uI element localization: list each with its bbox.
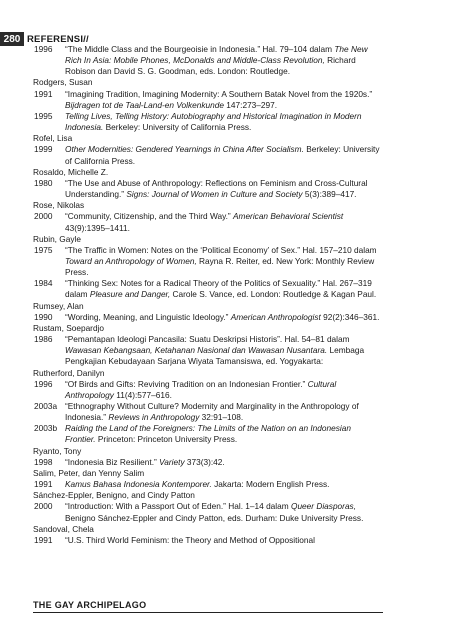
citation-title-italic: Other Modernities: Gendered Yearnings in China After Socialism. [65, 144, 304, 155]
reference-author: Rustam, Soepardjo [33, 322, 105, 333]
reference-citation [65, 89, 383, 111]
reference-author: Rofel, Lisa [33, 133, 73, 144]
citation-title-italic: Reviews in Anthropology [108, 412, 200, 423]
reference-author: Rumsey, Alan [33, 300, 84, 311]
citation-title-italic: Cultural Anthropology [65, 378, 337, 400]
reference-entry [33, 178, 383, 200]
citation-text: 32:91–108. [199, 412, 244, 423]
reference-year: 1990 [34, 311, 53, 322]
reference-entry [33, 245, 383, 278]
reference-year: 1980 [34, 177, 53, 188]
reference-author: Sandoval, Chela [33, 523, 94, 534]
reference-citation [65, 423, 383, 445]
citation-text: 43(9):1395–1411. [65, 222, 130, 233]
reference-author: Rose, Nikolas [33, 200, 85, 211]
reference-year: 1998 [34, 456, 53, 467]
reference-year: 1999 [34, 144, 53, 155]
footer-rule [33, 612, 383, 613]
citation-title-italic: Telling Lives, Telling History: Autobiography and Historical Imagination in Modern Indonesia. [65, 110, 362, 133]
book-title: THE GAY ARCHIPELAGO [33, 600, 147, 610]
reference-citation [65, 401, 383, 423]
citation-title-italic: Wawasan Kebangsaan, Ketahanan Nasional dan Wawasan Nusantara. [65, 345, 328, 356]
reference-author: Sánchez-Eppler, Benigno, and Cindy Patton [33, 490, 195, 501]
citation-title-italic: The New Rich In Asia: Mobile Phones, McDonalds and Middle-Class Revolution, [65, 44, 368, 66]
reference-entry [33, 111, 383, 133]
reference-entry [33, 535, 383, 546]
reference-entry [33, 479, 383, 490]
reference-citation [65, 379, 383, 401]
page-number: 280 [0, 32, 24, 46]
reference-citation [65, 334, 383, 367]
reference-citation [65, 245, 383, 278]
reference-author: Salim, Peter, dan Yenny Salim [33, 467, 145, 478]
reference-citation [65, 278, 383, 300]
reference-author: Ryanto, Tony [33, 445, 82, 456]
reference-citation [65, 457, 383, 468]
reference-entry [33, 211, 383, 233]
reference-year: 1991 [34, 88, 53, 99]
citation-title-italic: American Anthropologist [230, 311, 321, 322]
citation-title-italic: Pleasure and Danger, [89, 289, 171, 300]
reference-entry [33, 89, 383, 111]
citation-text: 373(3):42. [184, 456, 225, 467]
citation-text: Benigno Sánchez-Eppler and Cindy Patton, eds. Durham: Duke University Press. [65, 512, 364, 523]
reference-year: 2000 [34, 211, 53, 222]
citation-text: 147:273–297. [224, 99, 278, 110]
reference-list [33, 44, 383, 546]
citation-title-italic: Raiding the Land of the Foreigners: The Limits of the Nation on an Indonesian Frontier. [65, 423, 351, 445]
reference-author: Rutherford, Danilyn [33, 367, 105, 378]
citation-text: Rayna R. Reiter, ed. New York: Monthly Review Press. [65, 255, 375, 278]
reference-citation [65, 178, 383, 200]
reference-year: 1996 [34, 44, 53, 54]
reference-entry [33, 501, 383, 523]
reference-entry [33, 278, 383, 300]
reference-year: 1975 [34, 244, 53, 255]
reference-year: 1986 [34, 334, 53, 345]
citation-title-italic: Bijdragen tot de Taal-Land-en Volkenkunde [65, 99, 224, 110]
reference-entry [33, 44, 383, 77]
citation-text: Lembaga Pengkajian Kebudayaan Sarjana Wiyata Tamansiswa, ed. Yogyakarta: [65, 345, 365, 367]
citation-text: “The Middle Class and the Bourgeoisie in Indonesia.” Hal. 79–104 dalam [65, 44, 335, 54]
reference-year: 1996 [34, 378, 53, 389]
reference-entry [33, 379, 383, 401]
citation-text: 11(4):577–616. [113, 389, 172, 400]
reference-author: Rubin, Gayle [33, 233, 81, 244]
citation-text: Carole S. Vance, ed. London: Routledge & Kagan Paul. [170, 289, 377, 300]
citation-text: “Imagining Tradition, Imagining Modernity: A Southern Batak Novel from the 1920s.” [65, 88, 373, 99]
citation-title-italic: Signs: Journal of Women in Culture and Society [126, 189, 303, 200]
page-footer [33, 600, 383, 613]
reference-citation [65, 111, 383, 133]
citation-text: 5(3):389–417. [302, 189, 357, 200]
reference-year: 2003b [34, 423, 58, 434]
citation-text: 92(2):346–361. [320, 311, 380, 322]
citation-text: “The Use and Abuse of Anthropology: Reflections on Feminism and Cross-Cultural Understanding.” [65, 177, 368, 200]
citation-title-italic: Kamus Bahasa Indonesia Kontemporer. [65, 479, 212, 490]
citation-text: “Pemantapan Ideologi Pancasila: Suatu Deskripsi Historis”. Hal. 54–81 dalam [65, 334, 350, 345]
citation-title-italic: Queer Diasporas, [290, 501, 357, 512]
reference-citation [65, 312, 383, 323]
citation-text: Berkeley: University of California Press. [103, 122, 252, 133]
reference-citation [65, 501, 383, 523]
citation-text: “Indonesia Biz Resilient.” [65, 456, 160, 467]
reference-author: Rodgers, Susan [33, 77, 93, 88]
citation-text: “U.S. Third World Feminism: the Theory and Method of Oppositional [65, 534, 315, 545]
citation-title-italic: Toward an Anthropology of Women, [65, 255, 197, 266]
reference-year: 1995 [34, 110, 53, 121]
reference-year: 2003a [34, 401, 58, 411]
citation-text: Berkeley: University of California Press. [65, 144, 380, 166]
reference-entry [33, 144, 383, 166]
running-title: REFERENSI// [27, 33, 89, 45]
citation-title-italic: Variety [159, 456, 185, 467]
reference-citation [65, 44, 383, 77]
reference-citation [65, 479, 383, 490]
reference-entry [33, 334, 383, 367]
citation-text: “Community, Citizenship, and the Third Way.” [65, 211, 233, 222]
citation-text: Princeton: Princeton University Press. [95, 434, 238, 445]
citation-text: Jakarta: Modern English Press. [211, 479, 330, 490]
citation-text: “Introduction: With a Passport Out of Eden.” Hal. 1–14 dalam [65, 501, 291, 512]
reference-entry [33, 401, 383, 423]
reference-citation [65, 211, 383, 233]
reference-year: 1991 [34, 534, 53, 545]
citation-text: “Thinking Sex: Notes for a Radical Theory of the Politics of Sexuality.” Hal. 267–319 dalam [65, 278, 372, 300]
citation-text: Richard Robison dan David S. G. Goodman, eds. London: Routledge. [65, 55, 356, 77]
reference-year: 2000 [34, 501, 53, 512]
citation-text: “The Traffic in Women: Notes on the ‘Political Economy’ of Sex.” Hal. 157–210 dalam [65, 244, 377, 255]
reference-citation [65, 144, 383, 166]
citation-text: “Wording, Meaning, and Linguistic Ideology.” [65, 311, 231, 322]
reference-entry [33, 312, 383, 323]
reference-year: 1991 [34, 479, 53, 490]
reference-author: Rosaldo, Michelle Z. [33, 166, 109, 177]
reference-citation [65, 535, 383, 546]
reference-entry [33, 457, 383, 468]
citation-text: “Of Birds and Gifts: Reviving Tradition on an Indonesian Frontier.” [65, 378, 308, 389]
reference-year: 1984 [34, 278, 53, 289]
citation-text: “Ethnography Without Culture? Modernity and Marginality in the Anthropology of Indonesia.” [65, 401, 359, 423]
citation-title-italic: American Behavioral Scientist [233, 211, 344, 222]
reference-entry [33, 423, 383, 445]
